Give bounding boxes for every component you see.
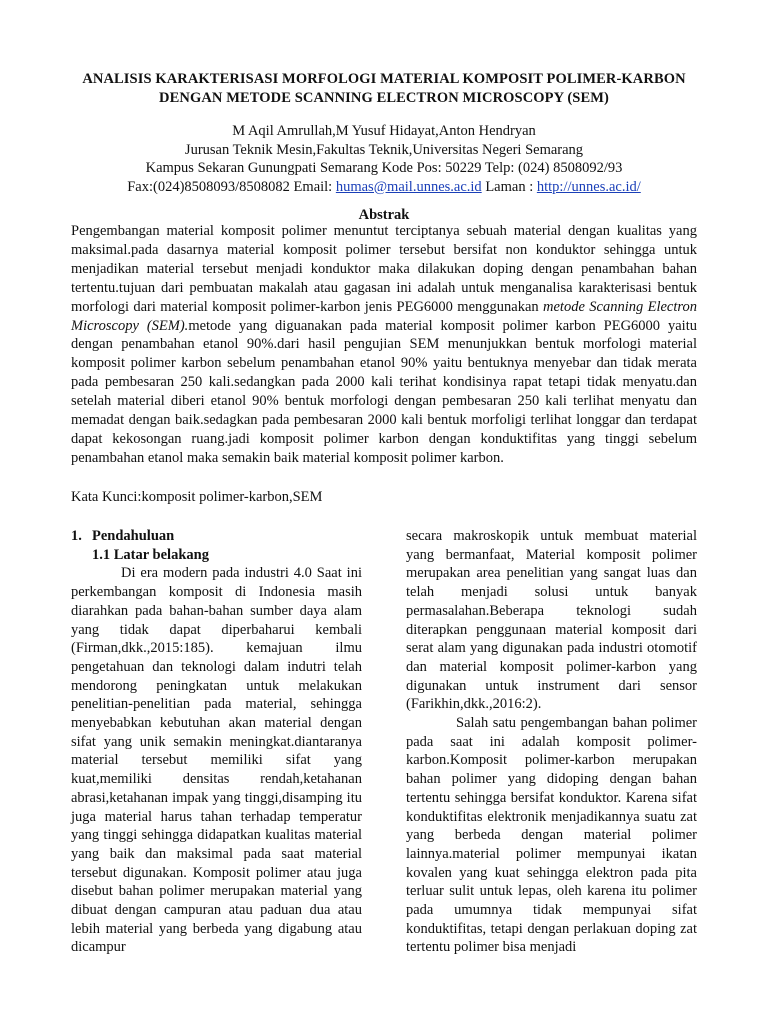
abstract-heading: Abstrak (358, 207, 410, 223)
left-column (71, 527, 362, 957)
right-column-paragraph-1: secara makroskopik untuk membuat material yang bermanfaat, Material komposit polimer merupakan area penelitian yang sangat luas dan telah menjadi solusi untuk banyak permasalahan.Beberapa teknologi sudah diterapkan penggunaan material komposit dari serat alam yang digunakan pada industri otomotif dan material komposit polimer-karbon yang digunakan untuk instrument dari sensor (Farikhin,dkk.,2016:2). (406, 528, 697, 713)
title-line-1: ANALISIS KARAKTERISASI MORFOLOGI MATERIAL KOMPOSIT POLIMER-KARBON (82, 71, 686, 87)
right-column (406, 527, 697, 957)
left-column-paragraph: Di era modern pada industri 4.0 Saat ini perkembangan komposit di Indonesia masih diarahkan pada bahan-bahan sumber daya alam yang tidak dapat diperbaharui kembali (Firman,dkk.,2015:185). kemajuan ilmu pengetahuan dan teknologi dalam indutri telah mendorong peningkatan untuk melakukan penelitian-penelitian pada material, sehingga menyebabkan kebutuhan akan material dengan sifat yang unik semakin meningkat.diantaranya material tersebut memiliki sifat yang kuat,memiliki densitas rendah,ketahanan abrasi,ketahanan impak yang tinggi,disamping itu juga material harus tahan terhadap temperatur yang tinggi sehingga didapatkan kualitas material yang baik dan maksimal pada saat material tersebut digunakan. Komposit polimer atau juga disebut bahan polimer merupakan material yang dibuat dengan campuran atau paduan dua atau lebih material yang berbeda yang digabung atau dicampur (71, 565, 362, 956)
website-link[interactable]: http://unnes.ac.id/ (536, 178, 641, 195)
right-column-paragraph-2: Salah satu pengembangan bahan polimer pada saat ini adalah komposit polimer-karbon.Komposit polimer-karbon merupakan bahan polimer yang didoping dengan bahan tertentu sehingga bersifat konduktor. Karena sifat konduktifitas elektronik menjadikannya suatu zat yang berbeda dengan material polimer lainnya.material polimer mempunyai ikatan kovalen yang kuat sehingga elektron pada pita terluar sulit untuk lepas, oleh karena itu polimer pada umumnya tidak mempunyai sifat konduktifitas, tetapi dengan perlakuan doping zat tertentu polimer bisa menjadi (406, 715, 697, 956)
author-names: M Aqil Amrullah,M Yusuf Hidayat,Anton Hendryan (232, 123, 536, 139)
paper-title (60, 70, 708, 108)
contact-prefix: Fax:(024)8508093/8508082 Email: (127, 178, 336, 195)
email-link[interactable]: humas@mail.unnes.ac.id (335, 178, 482, 195)
section-title: Pendahuluan (92, 528, 175, 544)
author-address: Kampus Sekaran Gunungpati Semarang Kode Pos: 50229 Telp: (024) 8508092/93 (145, 160, 623, 176)
subsection-heading: 1.1 Latar belakang (92, 546, 209, 563)
abstract-body (71, 222, 697, 468)
contact-line (60, 178, 708, 197)
author-block (60, 122, 708, 196)
title-line-2: DENGAN METODE SCANNING ELECTRON MICROSCOPY (SEM) (159, 90, 609, 106)
keywords: Kata Kunci:komposit polimer-karbon,SEM (71, 489, 323, 505)
section-heading (71, 527, 362, 546)
author-affiliation: Jurusan Teknik Mesin,Fakultas Teknik,Universitas Negeri Semarang (184, 141, 584, 158)
section-number: 1. (71, 528, 82, 544)
abstract-text-1: Pengembangan material komposit polimer menuntut terciptanya sebuah material dengan kualitas yang maksimal.pada dasarnya material komposit polimer tersebut bersifat non konduktor sehingga untuk menjadikan material tersebut menjadi konduktor maka dilakukan doping dengan penambahan bahan tertentu.tujuan dari pembuatan makalah atau gagasan ini adalah untuk menganalisa karakterisasi bentuk morfologi dari material komposit polimer-karbon jenis PEG6000 menggunakan (71, 223, 697, 315)
abstract-text-italic: metode Scanning Electron Microscopy (SEM). (71, 298, 697, 334)
laman-label: Laman : (481, 178, 537, 195)
abstract-text-2: metode yang diguanakan pada material komposit polimer karbon PEG6000 yaitu dengan penambahan etanol 90%.dari hasil pengujian SEM menunjukkan bentuk morfologi material komposit polimer karbon sebelum penambahan etanol 90% yaitu bentuknya menyebar dan tidak merata pada pembesaran 250 kali.sedangkan pada 2000 kali terihat kondisinya rapat tetapi tidak menyatu.dan setelah material diberi etanol 90% bentuk morfologi dengan pembesaran 250 kali terlihat menyatu dan memadat dengan baik.sedagkan pada pembesaran 2000 kali bentuk morfoligi terlihat longgar dan terdapat dapat kekosongan ruang.jadi komposit polimer karbon dengan konduktifitas yang tinggi sebelum penambahan etanol maka semakin baik material komposit polimer karbon. (71, 317, 697, 466)
